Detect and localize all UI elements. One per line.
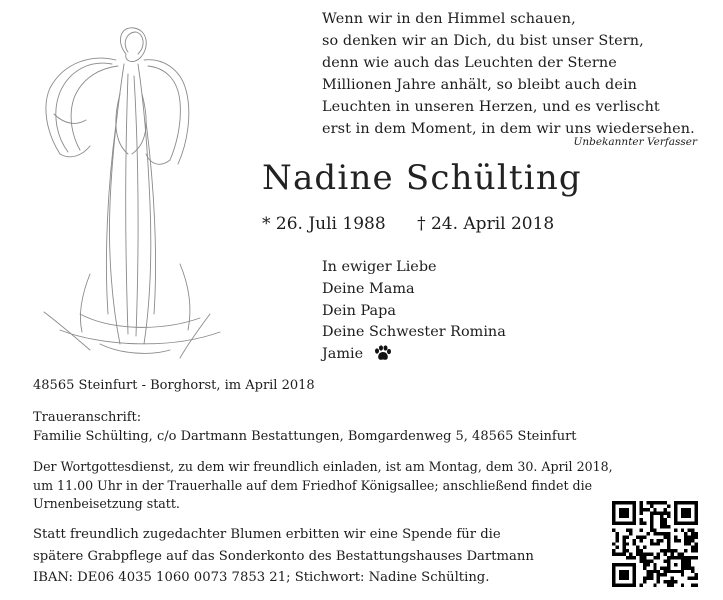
pet-name: Jamie (322, 346, 364, 363)
service-line: um 11.00 Uhr in der Trauerhalle auf dem Friedhof Königsallee; anschließend findet die (33, 477, 593, 493)
mourner-line-pet (322, 344, 506, 366)
qr-code-icon[interactable] (612, 501, 698, 587)
mourning-address: Familie Schülting, c/o Dartmann Bestattungen, Bomgardenweg 5, 48565 Steinfurt (33, 429, 577, 444)
poem-line: so denken wir an Dich, du bist unser Stern, (322, 33, 644, 50)
mourner-line: Deine Schwester Romina (322, 324, 506, 341)
mourner-line: In ewiger Liebe (322, 259, 437, 275)
poem-author: Unbekannter Verfasser (573, 136, 697, 148)
place-and-date: 48565 Steinfurt - Borghorst, im April 2018 (33, 378, 315, 393)
poem-line: Wenn wir in den Himmel schauen, (322, 11, 576, 27)
donation-notice (33, 524, 534, 589)
death-date: † 24. April 2018 (417, 214, 555, 234)
donation-line: Statt freundlich zugedachter Blumen erbitten wir eine Spende für die (33, 527, 501, 542)
poem-line: Millionen Jahre anhält, so bleibt auch dein (322, 77, 638, 94)
deceased-name: Nadine Schülting (262, 158, 582, 198)
poem-line: denn wie auch das Leuchten der Sterne (322, 55, 617, 72)
angel-sketch-illustration (20, 14, 240, 364)
poem (322, 8, 702, 141)
service-notice (33, 458, 613, 514)
poem-line: Leuchten in unseren Herzen, und es verlischt (322, 99, 660, 116)
mourner-line: Dein Papa (322, 302, 396, 319)
mourners-list (322, 257, 506, 366)
service-line: Der Wortgottesdienst, zu dem wir freundlich einladen, ist am Montag, dem 30. April 2018, (33, 459, 613, 474)
life-dates (262, 214, 554, 234)
mourning-address-label: Traueranschrift: (33, 410, 142, 425)
poem-line: erst in dem Moment, in dem wir uns wiedersehen. (322, 121, 695, 138)
birth-date: * 26. Juli 1988 (262, 214, 386, 234)
paw-print-icon (374, 345, 392, 361)
donation-line: spätere Grabpflege auf das Sonderkonto des Bestattungshauses Dartmann (33, 548, 534, 564)
donation-line: IBAN: DE06 4035 1060 0073 7853 21; Stichwort: Nadine Schülting. (33, 570, 490, 586)
service-line: Urnenbeisetzung statt. (33, 496, 180, 511)
mourner-line: Deine Mama (322, 280, 415, 297)
